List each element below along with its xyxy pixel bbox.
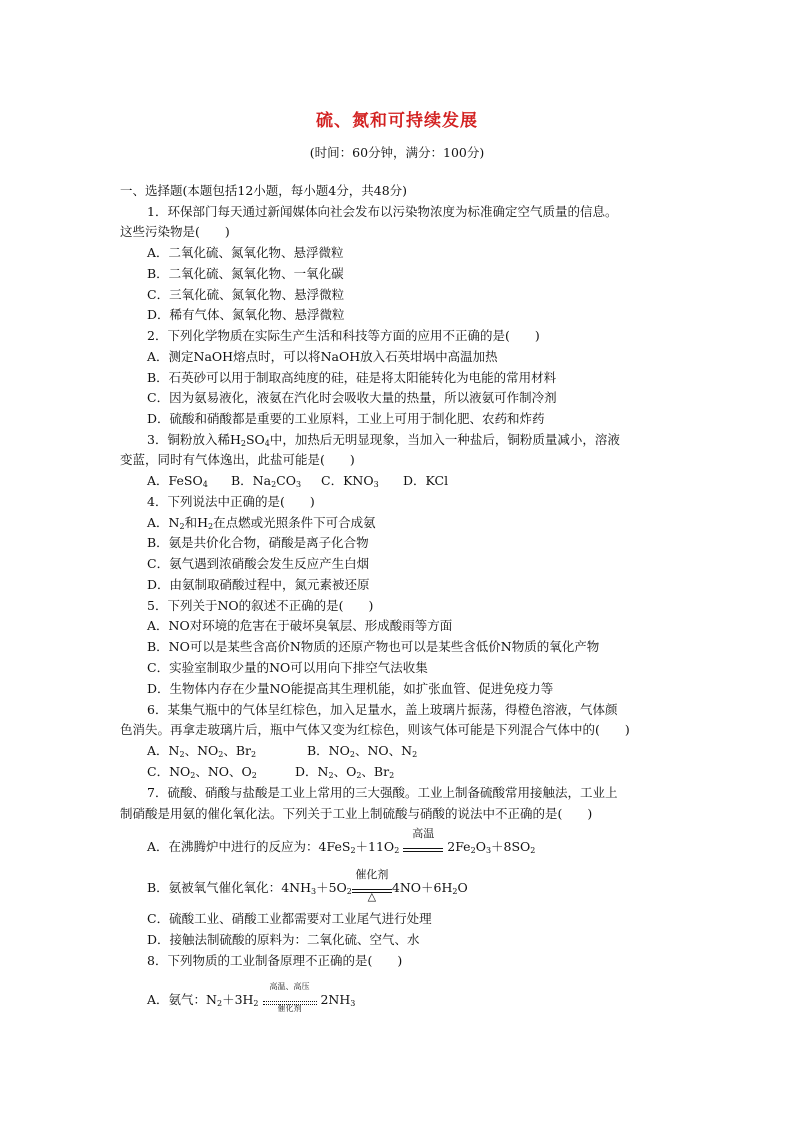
q3-option-a: A．FeSO$_4$ xyxy=(147,473,208,489)
q3-stem: 3．铜粉放入稀$H_2SO_4$中，加热后无明显现象，当加入一种盐后，铜粉质量减小，溶液 xyxy=(147,432,620,448)
q1-stem-cont: 这些污染物是( ) xyxy=(120,224,230,239)
q4-option-d: D．由氨制取硝酸过程中，氮元素被还原 xyxy=(147,577,370,592)
q7-stem-cont: 制硝酸是用氨的催化氧化法。下列关于工业上制硫酸与硝酸的说法中不正确的是( ) xyxy=(120,806,593,821)
q8-option-a: A．氨气：$N_2+3H_2$ 高温、高压 催化剂 $2NH_3$ xyxy=(147,981,356,1013)
q5-option-b: B．NO可以是某些含高价N物质的还原产物也可以是某些含低价N物质的氧化产物 xyxy=(147,639,600,654)
q7-b-condition: 催化剂 △ xyxy=(352,881,392,897)
q7-option-c: C．硫酸工业、硝酸工业都需要对工业尾气进行处理 xyxy=(147,911,432,926)
q6-options-cd xyxy=(147,764,394,780)
exam-info: (时间：60分钟，满分：100分) xyxy=(309,145,485,160)
q3-option-b: B．$Na_2CO_3$ xyxy=(231,473,302,489)
q7-option-a: A．在沸腾炉中进行的反应为：$4FeS_2+11O_2$ 高温 $2Fe_2O_3+8SO_2$ xyxy=(147,826,536,855)
q2-stem: 2．下列化学物质在实际生产生活和科技等方面的应用不正确的是( ) xyxy=(147,328,540,343)
q5-option-c: C．实验室制取少量的NO可以用向下排空气法收集 xyxy=(147,660,428,675)
q3-options xyxy=(147,473,448,489)
q1-option-c: C．三氧化硫、氮氧化物、悬浮微粒 xyxy=(147,287,345,302)
q3-stem-cont: 变蓝，同时有气体逸出，此盐可能是( ) xyxy=(120,452,355,467)
q6-options-ab xyxy=(147,743,417,759)
q8-stem: 8．下列物质的工业制备原理不正确的是( ) xyxy=(147,953,403,968)
q4-option-c: C．氨气遇到浓硝酸会发生反应产生白烟 xyxy=(147,556,370,571)
q6-stem: 6．某集气瓶中的气体呈红棕色，加入足量水，盖上玻璃片振荡，得橙色溶液，气体颜 xyxy=(147,702,618,717)
q6-stem-cont: 色消失。再拿走玻璃片后，瓶中气体又变为红棕色，则该气体可能是下列混合气体中的( ) xyxy=(120,722,630,737)
q1-option-a: A．二氧化硫、氮氧化物、悬浮微粒 xyxy=(147,245,344,260)
q2-option-b: B．石英砂可以用于制取高纯度的硅，硅是将太阳能转化为电能的常用材料 xyxy=(147,370,557,385)
q7-stem: 7．硫酸、硝酸与盐酸是工业上常用的三大强酸。工业上制备硫酸常用接触法，工业上 xyxy=(147,785,618,800)
q7-option-d: D．接触法制硫酸的原料为：二氧化硫、空气、水 xyxy=(147,932,420,947)
q6-option-b: B．$NO_2$、NO、$N_2$ xyxy=(307,743,418,759)
section-heading: 一、选择题(本题包括12小题，每小题4分，共48分) xyxy=(120,183,408,198)
q7-option-b: B．氨被氧气催化氧化：$4NH_3+5O_2$ 催化剂 △ $4NO+6H_2O$ xyxy=(147,867,468,903)
q6-option-d: D．$N_2$、$O_2$、$Br_2$ xyxy=(295,764,395,780)
q6-option-c: C．$NO_2$、NO、$O_2$ xyxy=(147,764,257,780)
q1-option-b: B．二氧化硫、氮氧化物、一氧化碳 xyxy=(147,266,344,281)
q4-option-a: A．$N_2$和$H_2$在点燃或光照条件下可合成氨 xyxy=(147,515,376,531)
q6-option-a: A．$N_2$、$NO_2$、$Br_2$ xyxy=(147,743,257,759)
q1-stem: 1．环保部门每天通过新闻媒体向社会发布以污染物浓度为标准确定空气质量的信息。 xyxy=(147,204,618,219)
q3-option-c: C．$KNO_3$ xyxy=(321,473,379,489)
q2-option-a: A．测定NaOH熔点时，可以将NaOH放入石英坩埚中高温加热 xyxy=(147,349,498,364)
q1-option-d: D．稀有气体、氮氧化物、悬浮微粒 xyxy=(147,307,345,322)
q5-option-a: A．NO对环境的危害在于破坏臭氧层、形成酸雨等方面 xyxy=(147,618,453,633)
q2-option-c: C．因为氨易液化，液氨在汽化时会吸收大量的热量，所以液氨可作制冷剂 xyxy=(147,390,557,405)
q7-a-condition: 高温 xyxy=(403,840,443,856)
q4-option-b: B．氨是共价化合物，硝酸是离子化合物 xyxy=(147,535,369,550)
q8-a-condition: 高温、高压 催化剂 xyxy=(263,993,317,1009)
q5-stem: 5．下列关于NO的叙述不正确的是( ) xyxy=(147,598,374,613)
page-title: 硫、氮和可持续发展 xyxy=(316,111,478,131)
q5-option-d: D．生物体内存在少量NO能提高其生理机能，如扩张血管、促进免疫力等 xyxy=(147,681,554,696)
q3-option-d: D．KCl xyxy=(403,473,449,488)
q2-option-d: D．硫酸和硝酸都是重要的工业原料，工业上可用于制化肥、农药和炸药 xyxy=(147,411,545,426)
q4-stem: 4．下列说法中正确的是( ) xyxy=(147,494,315,509)
